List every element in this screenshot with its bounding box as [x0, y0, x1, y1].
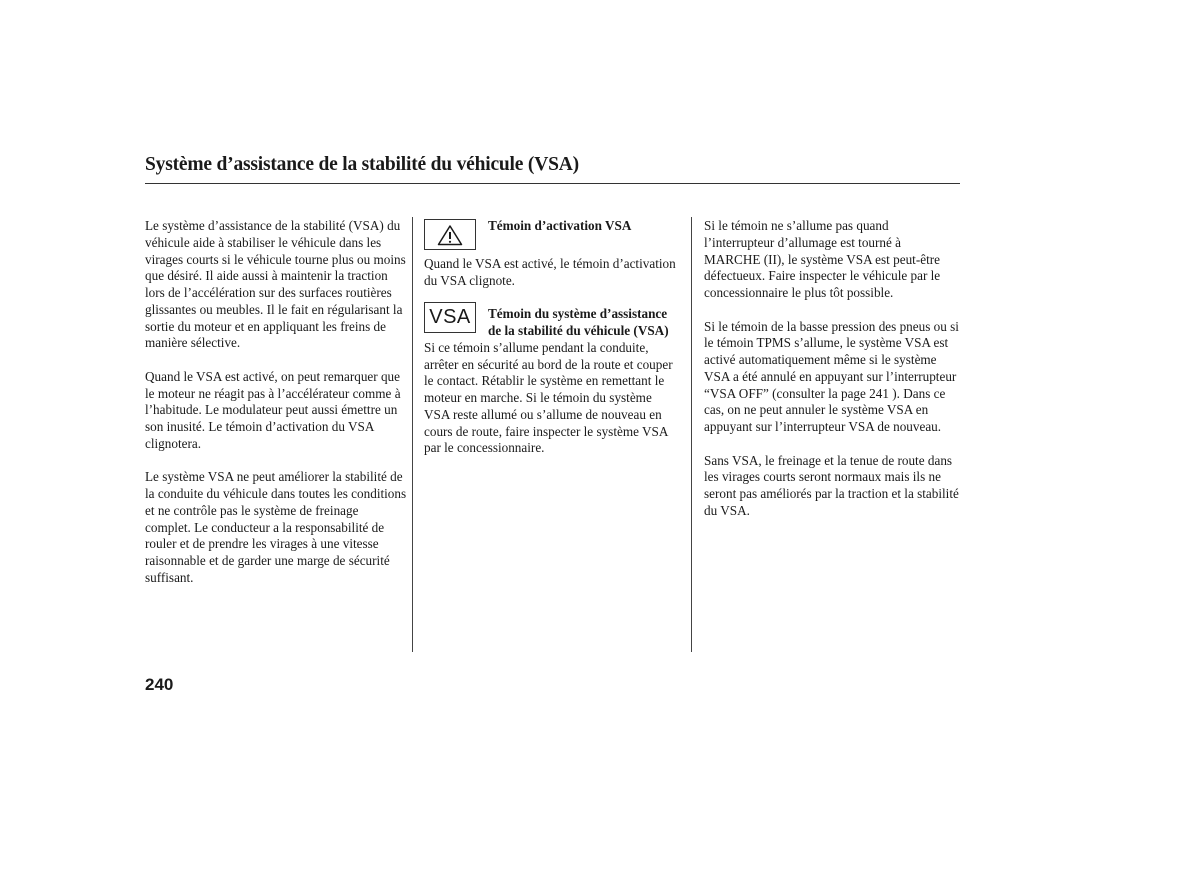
column-divider-right [691, 217, 692, 652]
indicator-system-heading: Témoin du système d’assistance de la stabilité du véhicule (VSA) [488, 306, 669, 338]
paragraph-tpms: Si le témoin de la basse pression des pneus ou si le témoin TPMS s’allume, le système VSA est activé automatiquement même si le système VSA a été annulé en appuyant sur l’interrupteur “VSA OFF” (consulter la page 241 ). Dans ce cas, on ne peut annuler le système VSA en appuyant sur l’interrupteur VSA de nouveau. [704, 318, 959, 434]
column-indicators [424, 218, 680, 457]
page-number: 240 [145, 675, 174, 694]
warning-triangle-icon [424, 219, 476, 250]
paragraph-vsa-limits: Le système VSA ne peut améliorer la stabilité de la conduite du véhicule dans toutes les conditions et ne contrôle pas le système de freinage complet. Le conducteur a la responsabilité de rouler et de prendre les virages à une vitesse raisonnable et de garder une marge de sécurité suffisant. [145, 469, 407, 585]
paragraph-without-vsa: Sans VSA, le freinage et la tenue de route dans les virages courts seront normaux mais ils ne seront pas améliorés par la traction et la stabilité du VSA. [704, 452, 959, 518]
vsa-indicator-text: VSA [429, 306, 471, 329]
indicator-activation [424, 218, 680, 250]
indicator-system [424, 306, 680, 340]
paragraph-vsa-activated: Quand le VSA est activé, on peut remarquer que le moteur ne réagit pas à l’accélérateur comme à l’habitude. Le modulateur peut aussi émettre un son inusité. Le témoin d’activation du VSA clignotera. [145, 368, 401, 451]
indicator-activation-heading: Témoin d’activation VSA [488, 218, 632, 233]
vsa-indicator-icon [424, 302, 476, 333]
column-notes [704, 218, 960, 520]
column-introduction [145, 218, 407, 587]
indicator-system-body: Si ce témoin s’allume pendant la conduite, arrêter en sécurité au bord de la route et couper le contact. Rétablir le système en remettant le moteur en marche. Si le témoin du système VSA reste allumé ou s’allume de nouveau en cours de route, faire inspecter le système VSA par le concessionnaire. [424, 339, 673, 456]
paragraph-indicator-fault: Si le témoin ne s’allume pas quand l’interrupteur d’allumage est tourné à MARCHE (II), le système VSA est peut-être défectueux. Faire inspecter le véhicule par le concessionnaire le plus tôt possible. [704, 218, 941, 300]
column-divider-left [412, 217, 413, 652]
title-divider [145, 183, 960, 184]
indicator-activation-body: Quand le VSA est activé, le témoin d’activation du VSA clignote. [424, 256, 676, 288]
paragraph-vsa-intro: Le système d’assistance de la stabilité (VSA) du véhicule aide à stabiliser le véhicule dans les virages courts si le véhicule tourne plus ou moins que désiré. Il aide aussi à maintenir la traction lors de l’accélération sur des surfaces routières glissantes ou meubles. Il le fait en régularisant la sortie du moteur et en appliquant les freins de manière sélective. [145, 218, 406, 351]
page-title: Système d’assistance de la stabilité du véhicule (VSA) [145, 154, 579, 175]
